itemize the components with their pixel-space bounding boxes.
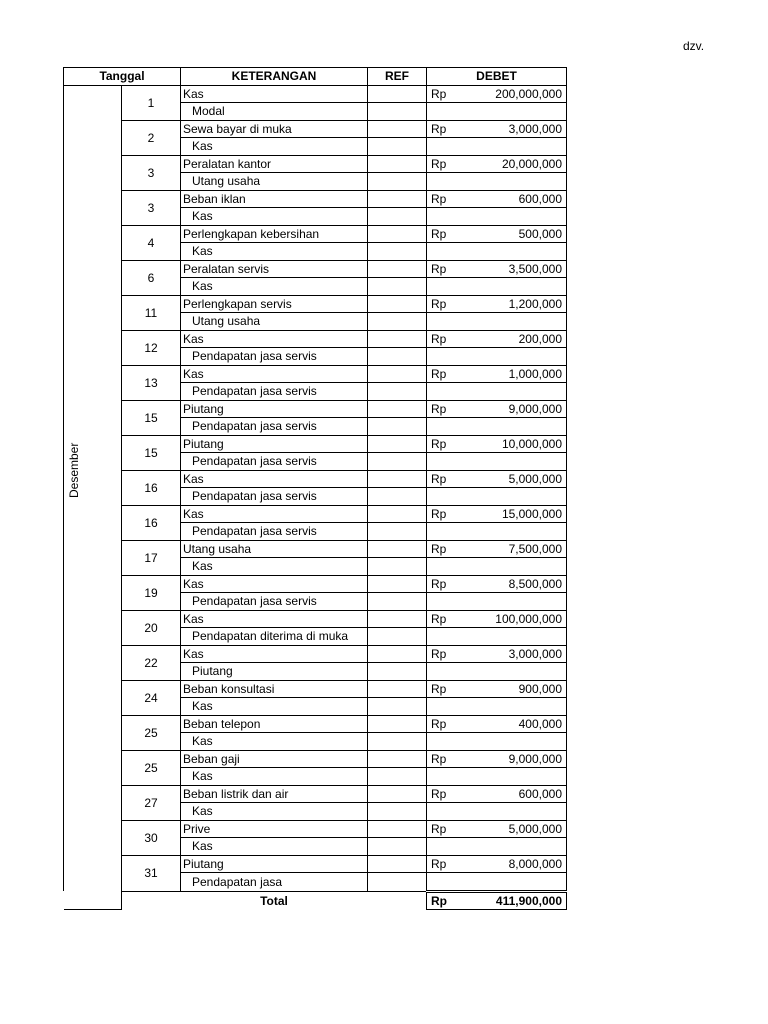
amount-empty xyxy=(467,803,567,821)
credit-account: Pendapatan jasa servis xyxy=(181,348,368,366)
amount-empty xyxy=(467,558,567,576)
table-header-row xyxy=(64,68,567,86)
currency-empty xyxy=(427,138,467,156)
ref-cell xyxy=(368,733,427,751)
ref-cell xyxy=(368,470,427,488)
column-header-ref: REF xyxy=(368,68,427,86)
currency-empty xyxy=(427,733,467,751)
journal-entry-row xyxy=(64,190,567,208)
debit-account: Beban listrik dan air xyxy=(181,785,368,803)
debit-account: Kas xyxy=(181,645,368,663)
debit-account: Beban iklan xyxy=(181,190,368,208)
journal-entry-row xyxy=(64,750,567,768)
currency-empty xyxy=(427,208,467,226)
debit-amount: 500,000 xyxy=(467,225,567,243)
currency-label: Rp xyxy=(427,680,467,698)
credit-account: Pendapatan jasa servis xyxy=(181,488,368,506)
debit-account: Kas xyxy=(181,330,368,348)
ref-cell xyxy=(368,365,427,383)
total-label: Total xyxy=(122,891,427,910)
amount-empty xyxy=(467,593,567,611)
debit-amount: 15,000,000 xyxy=(467,505,567,523)
journal-entry-row xyxy=(64,715,567,733)
currency-empty xyxy=(427,453,467,471)
debit-account: Beban konsultasi xyxy=(181,680,368,698)
currency-empty xyxy=(427,838,467,856)
entry-day: 24 xyxy=(122,680,181,715)
currency-empty xyxy=(427,348,467,366)
debit-account: Kas xyxy=(181,365,368,383)
debit-account: Piutang xyxy=(181,435,368,453)
currency-empty xyxy=(427,383,467,401)
entry-day: 15 xyxy=(122,435,181,470)
currency-label: Rp xyxy=(427,225,467,243)
amount-empty xyxy=(467,663,567,681)
ref-cell xyxy=(368,715,427,733)
entry-day: 17 xyxy=(122,540,181,575)
journal-entry-row xyxy=(64,330,567,348)
currency-label: Rp xyxy=(427,855,467,873)
amount-empty xyxy=(467,453,567,471)
currency-label: Rp xyxy=(427,295,467,313)
currency-empty xyxy=(427,173,467,191)
ref-cell xyxy=(368,120,427,138)
credit-account: Kas xyxy=(181,208,368,226)
ref-cell xyxy=(368,313,427,331)
credit-account: Modal xyxy=(181,103,368,121)
journal-entry-row xyxy=(64,785,567,803)
ref-cell xyxy=(368,558,427,576)
ref-cell xyxy=(368,838,427,856)
credit-account: Kas xyxy=(181,733,368,751)
currency-label: Rp xyxy=(427,645,467,663)
debit-amount: 3,000,000 xyxy=(467,645,567,663)
credit-account: Kas xyxy=(181,558,368,576)
ref-cell xyxy=(368,453,427,471)
ref-cell xyxy=(368,330,427,348)
currency-empty xyxy=(427,558,467,576)
column-header-description: KETERANGAN xyxy=(181,68,368,86)
debit-account: Kas xyxy=(181,575,368,593)
entry-day: 16 xyxy=(122,505,181,540)
total-amount: 411,900,000 xyxy=(467,891,567,910)
credit-account: Kas xyxy=(181,278,368,296)
ref-cell xyxy=(368,663,427,681)
credit-account: Kas xyxy=(181,803,368,821)
debit-account: Prive xyxy=(181,820,368,838)
ref-cell xyxy=(368,785,427,803)
ref-cell xyxy=(368,750,427,768)
debit-account: Peralatan servis xyxy=(181,260,368,278)
journal-entry-row xyxy=(64,225,567,243)
ref-cell xyxy=(368,575,427,593)
ref-cell xyxy=(368,540,427,558)
entry-day: 11 xyxy=(122,295,181,330)
debit-amount: 5,000,000 xyxy=(467,470,567,488)
ref-cell xyxy=(368,628,427,646)
journal-entry-row xyxy=(64,435,567,453)
credit-account: Pendapatan diterima di muka xyxy=(181,628,368,646)
amount-empty xyxy=(467,138,567,156)
journal-entry-row xyxy=(64,505,567,523)
entry-day: 20 xyxy=(122,610,181,645)
credit-account: Pendapatan jasa xyxy=(181,873,368,892)
debit-account: Perlengkapan kebersihan xyxy=(181,225,368,243)
currency-empty xyxy=(427,103,467,121)
currency-empty xyxy=(427,418,467,436)
credit-account: Pendapatan jasa servis xyxy=(181,593,368,611)
currency-label: Rp xyxy=(427,330,467,348)
debit-amount: 100,000,000 xyxy=(467,610,567,628)
journal-body xyxy=(64,85,567,910)
debit-amount: 3,500,000 xyxy=(467,260,567,278)
currency-empty xyxy=(427,663,467,681)
debit-amount: 1,200,000 xyxy=(467,295,567,313)
ref-cell xyxy=(368,435,427,453)
ref-cell xyxy=(368,610,427,628)
credit-account: Pendapatan jasa servis xyxy=(181,523,368,541)
entry-day: 4 xyxy=(122,225,181,260)
amount-empty xyxy=(467,628,567,646)
amount-empty xyxy=(467,418,567,436)
currency-label: Rp xyxy=(427,85,467,103)
currency-empty xyxy=(427,803,467,821)
currency-label: Rp xyxy=(427,610,467,628)
month-label: Desember xyxy=(67,442,81,499)
currency-label: Rp xyxy=(427,575,467,593)
ref-cell xyxy=(368,855,427,873)
currency-empty xyxy=(427,873,467,892)
currency-label: Rp xyxy=(427,190,467,208)
currency-empty xyxy=(427,488,467,506)
amount-empty xyxy=(467,103,567,121)
debit-amount: 9,000,000 xyxy=(467,400,567,418)
debit-account: Kas xyxy=(181,470,368,488)
entry-day: 25 xyxy=(122,715,181,750)
entry-day: 22 xyxy=(122,645,181,680)
amount-empty xyxy=(467,278,567,296)
currency-label: Rp xyxy=(427,715,467,733)
journal-entry-row xyxy=(64,645,567,663)
amount-empty xyxy=(467,733,567,751)
ref-cell xyxy=(368,260,427,278)
currency-label: Rp xyxy=(427,365,467,383)
ref-cell xyxy=(368,593,427,611)
debit-account: Kas xyxy=(181,505,368,523)
debit-amount: 7,500,000 xyxy=(467,540,567,558)
currency-label: Rp xyxy=(427,155,467,173)
journal-entry-row xyxy=(64,155,567,173)
ref-cell xyxy=(368,505,427,523)
credit-account: Pendapatan jasa servis xyxy=(181,418,368,436)
ref-cell xyxy=(368,488,427,506)
journal-entry-row xyxy=(64,260,567,278)
debit-amount: 10,000,000 xyxy=(467,435,567,453)
ref-cell xyxy=(368,208,427,226)
ref-cell xyxy=(368,803,427,821)
ref-cell xyxy=(368,155,427,173)
month-cell xyxy=(64,85,122,891)
credit-account: Kas xyxy=(181,698,368,716)
debit-account: Beban gaji xyxy=(181,750,368,768)
ref-cell xyxy=(368,680,427,698)
entry-day: 6 xyxy=(122,260,181,295)
debit-account: Piutang xyxy=(181,855,368,873)
amount-empty xyxy=(467,243,567,261)
journal-entry-row xyxy=(64,295,567,313)
debit-amount: 3,000,000 xyxy=(467,120,567,138)
ref-cell xyxy=(368,243,427,261)
currency-empty xyxy=(427,523,467,541)
debit-amount: 600,000 xyxy=(467,190,567,208)
ref-cell xyxy=(368,523,427,541)
ref-cell xyxy=(368,645,427,663)
entry-day: 3 xyxy=(122,155,181,190)
ref-cell xyxy=(368,103,427,121)
currency-label: Rp xyxy=(427,400,467,418)
entry-day: 3 xyxy=(122,190,181,225)
currency-label: Rp xyxy=(427,785,467,803)
credit-account: Kas xyxy=(181,138,368,156)
currency-label: Rp xyxy=(427,820,467,838)
debit-amount: 5,000,000 xyxy=(467,820,567,838)
debit-amount: 9,000,000 xyxy=(467,750,567,768)
entry-day: 27 xyxy=(122,785,181,820)
currency-label: Rp xyxy=(427,470,467,488)
ref-cell xyxy=(368,85,427,103)
amount-empty xyxy=(467,208,567,226)
ref-cell xyxy=(368,698,427,716)
amount-empty xyxy=(467,348,567,366)
entry-day: 30 xyxy=(122,820,181,855)
debit-account: Kas xyxy=(181,610,368,628)
entry-day: 19 xyxy=(122,575,181,610)
entry-day: 25 xyxy=(122,750,181,785)
debit-account: Peralatan kantor xyxy=(181,155,368,173)
amount-empty xyxy=(467,768,567,786)
currency-empty xyxy=(427,768,467,786)
ref-cell xyxy=(368,190,427,208)
currency-empty xyxy=(427,593,467,611)
amount-empty xyxy=(467,173,567,191)
currency-empty xyxy=(427,313,467,331)
ref-cell xyxy=(368,225,427,243)
debit-account: Utang usaha xyxy=(181,540,368,558)
debit-account: Perlengkapan servis xyxy=(181,295,368,313)
ref-cell xyxy=(368,873,427,892)
credit-account: Kas xyxy=(181,243,368,261)
debit-amount: 600,000 xyxy=(467,785,567,803)
currency-label: Rp xyxy=(427,505,467,523)
amount-empty xyxy=(467,313,567,331)
column-header-debit: DEBET xyxy=(427,68,567,86)
journal-entry-row xyxy=(64,610,567,628)
credit-account: Pendapatan jasa servis xyxy=(181,453,368,471)
amount-empty xyxy=(467,698,567,716)
debit-amount: 20,000,000 xyxy=(467,155,567,173)
entry-day: 31 xyxy=(122,855,181,891)
header-note: dzv. xyxy=(683,39,705,53)
ref-cell xyxy=(368,348,427,366)
credit-account: Piutang xyxy=(181,663,368,681)
entry-day: 13 xyxy=(122,365,181,400)
amount-empty xyxy=(467,523,567,541)
credit-account: Kas xyxy=(181,768,368,786)
total-spacer xyxy=(64,891,122,910)
journal-entry-row xyxy=(64,575,567,593)
ref-cell xyxy=(368,418,427,436)
ref-cell xyxy=(368,138,427,156)
debit-account: Sewa bayar di muka xyxy=(181,120,368,138)
journal-entry-row xyxy=(64,680,567,698)
ref-cell xyxy=(368,400,427,418)
journal-entry-row xyxy=(64,400,567,418)
ref-cell xyxy=(368,295,427,313)
debit-account: Piutang xyxy=(181,400,368,418)
entry-day: 2 xyxy=(122,120,181,155)
ref-cell xyxy=(368,278,427,296)
ref-cell xyxy=(368,173,427,191)
journal-entry-row xyxy=(64,365,567,383)
journal-entry-row xyxy=(64,470,567,488)
currency-label: Rp xyxy=(427,435,467,453)
currency-label: Rp xyxy=(427,120,467,138)
currency-label: Rp xyxy=(427,750,467,768)
amount-empty xyxy=(467,873,567,892)
amount-empty xyxy=(467,838,567,856)
ref-cell xyxy=(368,820,427,838)
debit-amount: 200,000 xyxy=(467,330,567,348)
journal-entry-row xyxy=(64,540,567,558)
journal-entry-row xyxy=(64,120,567,138)
debit-amount: 8,500,000 xyxy=(467,575,567,593)
debit-amount: 400,000 xyxy=(467,715,567,733)
currency-empty xyxy=(427,243,467,261)
journal-entry-row xyxy=(64,85,567,103)
amount-empty xyxy=(467,488,567,506)
currency-empty xyxy=(427,628,467,646)
journal-entry-row xyxy=(64,855,567,873)
debit-amount: 1,000,000 xyxy=(467,365,567,383)
currency-empty xyxy=(427,278,467,296)
entry-day: 15 xyxy=(122,400,181,435)
journal-entry-row xyxy=(64,820,567,838)
ref-cell xyxy=(368,383,427,401)
debit-account: Beban telepon xyxy=(181,715,368,733)
credit-account: Utang usaha xyxy=(181,313,368,331)
column-header-date: Tanggal xyxy=(64,68,181,86)
entry-day: 1 xyxy=(122,85,181,120)
debit-amount: 200,000,000 xyxy=(467,85,567,103)
debit-account: Kas xyxy=(181,85,368,103)
credit-account: Pendapatan jasa servis xyxy=(181,383,368,401)
credit-account: Kas xyxy=(181,838,368,856)
amount-empty xyxy=(467,383,567,401)
currency-label: Rp xyxy=(427,540,467,558)
general-journal-table xyxy=(63,67,567,910)
credit-account: Utang usaha xyxy=(181,173,368,191)
currency-empty xyxy=(427,698,467,716)
ref-cell xyxy=(368,768,427,786)
entry-day: 12 xyxy=(122,330,181,365)
debit-amount: 900,000 xyxy=(467,680,567,698)
currency-label: Rp xyxy=(427,260,467,278)
total-row xyxy=(64,891,567,910)
debit-amount: 8,000,000 xyxy=(467,855,567,873)
total-currency: Rp xyxy=(427,891,467,910)
entry-day: 16 xyxy=(122,470,181,505)
